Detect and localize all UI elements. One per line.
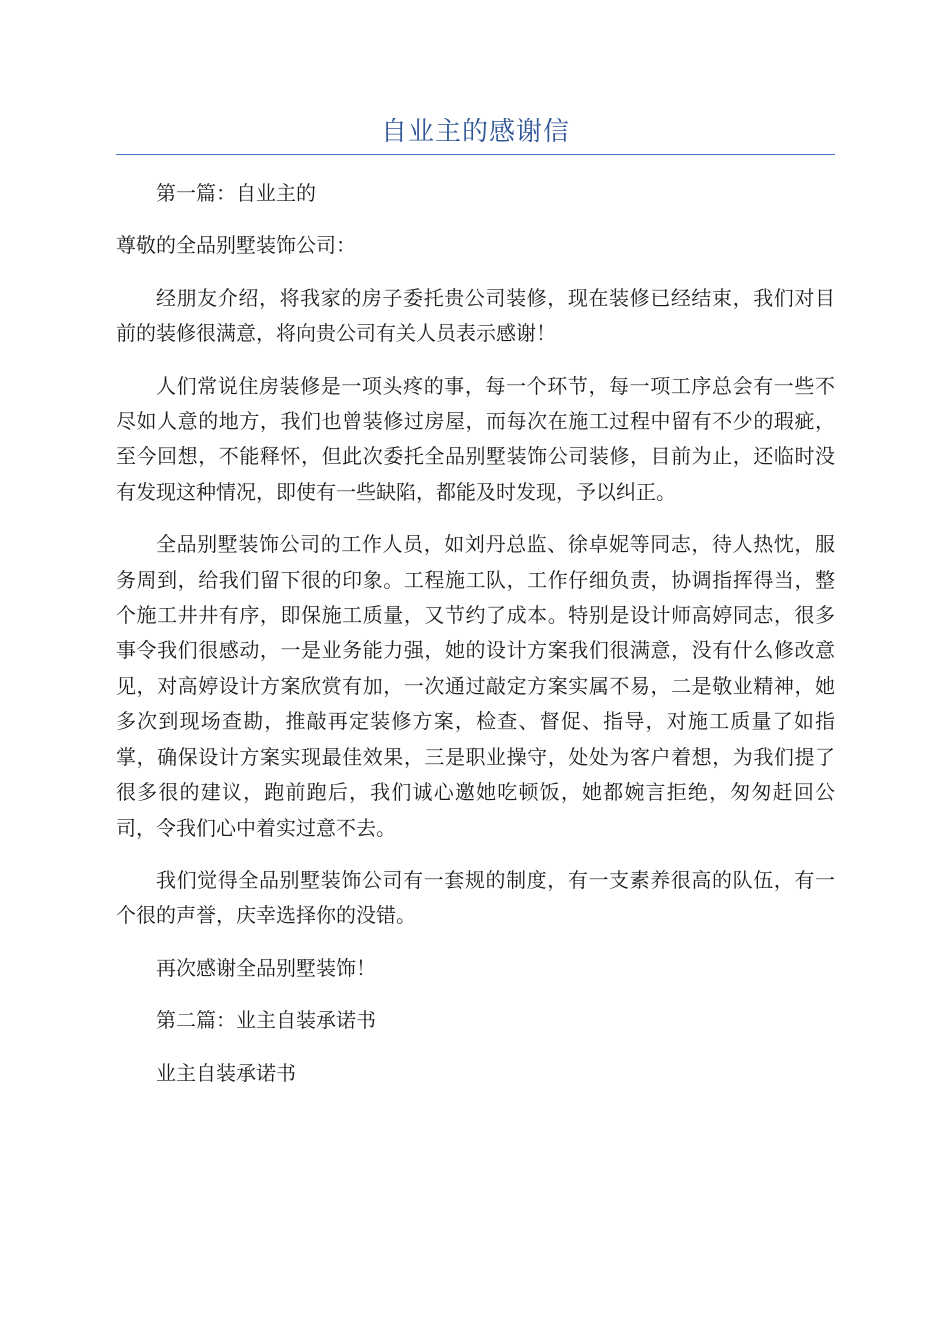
body-paragraph: 全品别墅装饰公司的工作人员，如刘丹总监、徐卓妮等同志，待人热忱，服务周到，给我们留下很的印象。工程施工队，工作仔细负责，协调指挥得当，整个施工井井有序，即保施工质量，又节约了成本。特别是设计师高婷同志，很多事令我们很感动，一是业务能力强，她的设计方案我们很满意，没有什么修改意见，对高婷设计方案欣赏有加，一次通过敲定方案实属不易，二是敬业精神，她多次到现场查勘，推敲再定装修方案，检查、督促、指导，对施工质量了如指掌，确保设计方案实现最佳效果，三是职业操守，处处为客户着想，为我们提了很多很的建议，跑前跑后，我们诚心邀她吃顿饭，她都婉言拒绝，匆匆赶回公司，令我们心中着实过意不去。: [116, 532, 835, 840]
closing-line: 再次感谢全品别墅装饰！: [156, 955, 376, 980]
body-paragraph: 人们常说住房装修是一项头疼的事，每一个环节，每一项工序总会有一些不尽如人意的地方，我们也曾装修过房屋，而每次在施工过程中留有不少的瑕疵，至今回想，不能释怀，但此次委托全品别墅装饰公司装修，目前为止，还临时没有发现这种情况，即使有一些缺陷，都能及时发现，予以纠正。: [116, 373, 835, 504]
body-paragraph: 我们觉得全品别墅装饰公司有一套规的制度，有一支素养很高的队伍，有一个很的声誉，庆幸选择你的没错。: [116, 867, 835, 928]
document-body: [116, 176, 835, 1108]
body-paragraph: 经朋友介绍，将我家的房子委托贵公司装修，现在装修已经结束，我们对目前的装修很满意，将向贵公司有关人员表示感谢！: [116, 285, 835, 346]
section-heading-part-1: 第一篇：自业主的: [156, 181, 316, 205]
subheading: 业主自装承诺书: [156, 1060, 296, 1085]
salutation: 尊敬的全品别墅装饰公司：: [116, 233, 356, 258]
title-underline: [116, 154, 835, 155]
section-heading-part-2: 第二篇：业主自装承诺书: [156, 1008, 376, 1033]
document-title: 自业主的感谢信: [380, 117, 570, 147]
